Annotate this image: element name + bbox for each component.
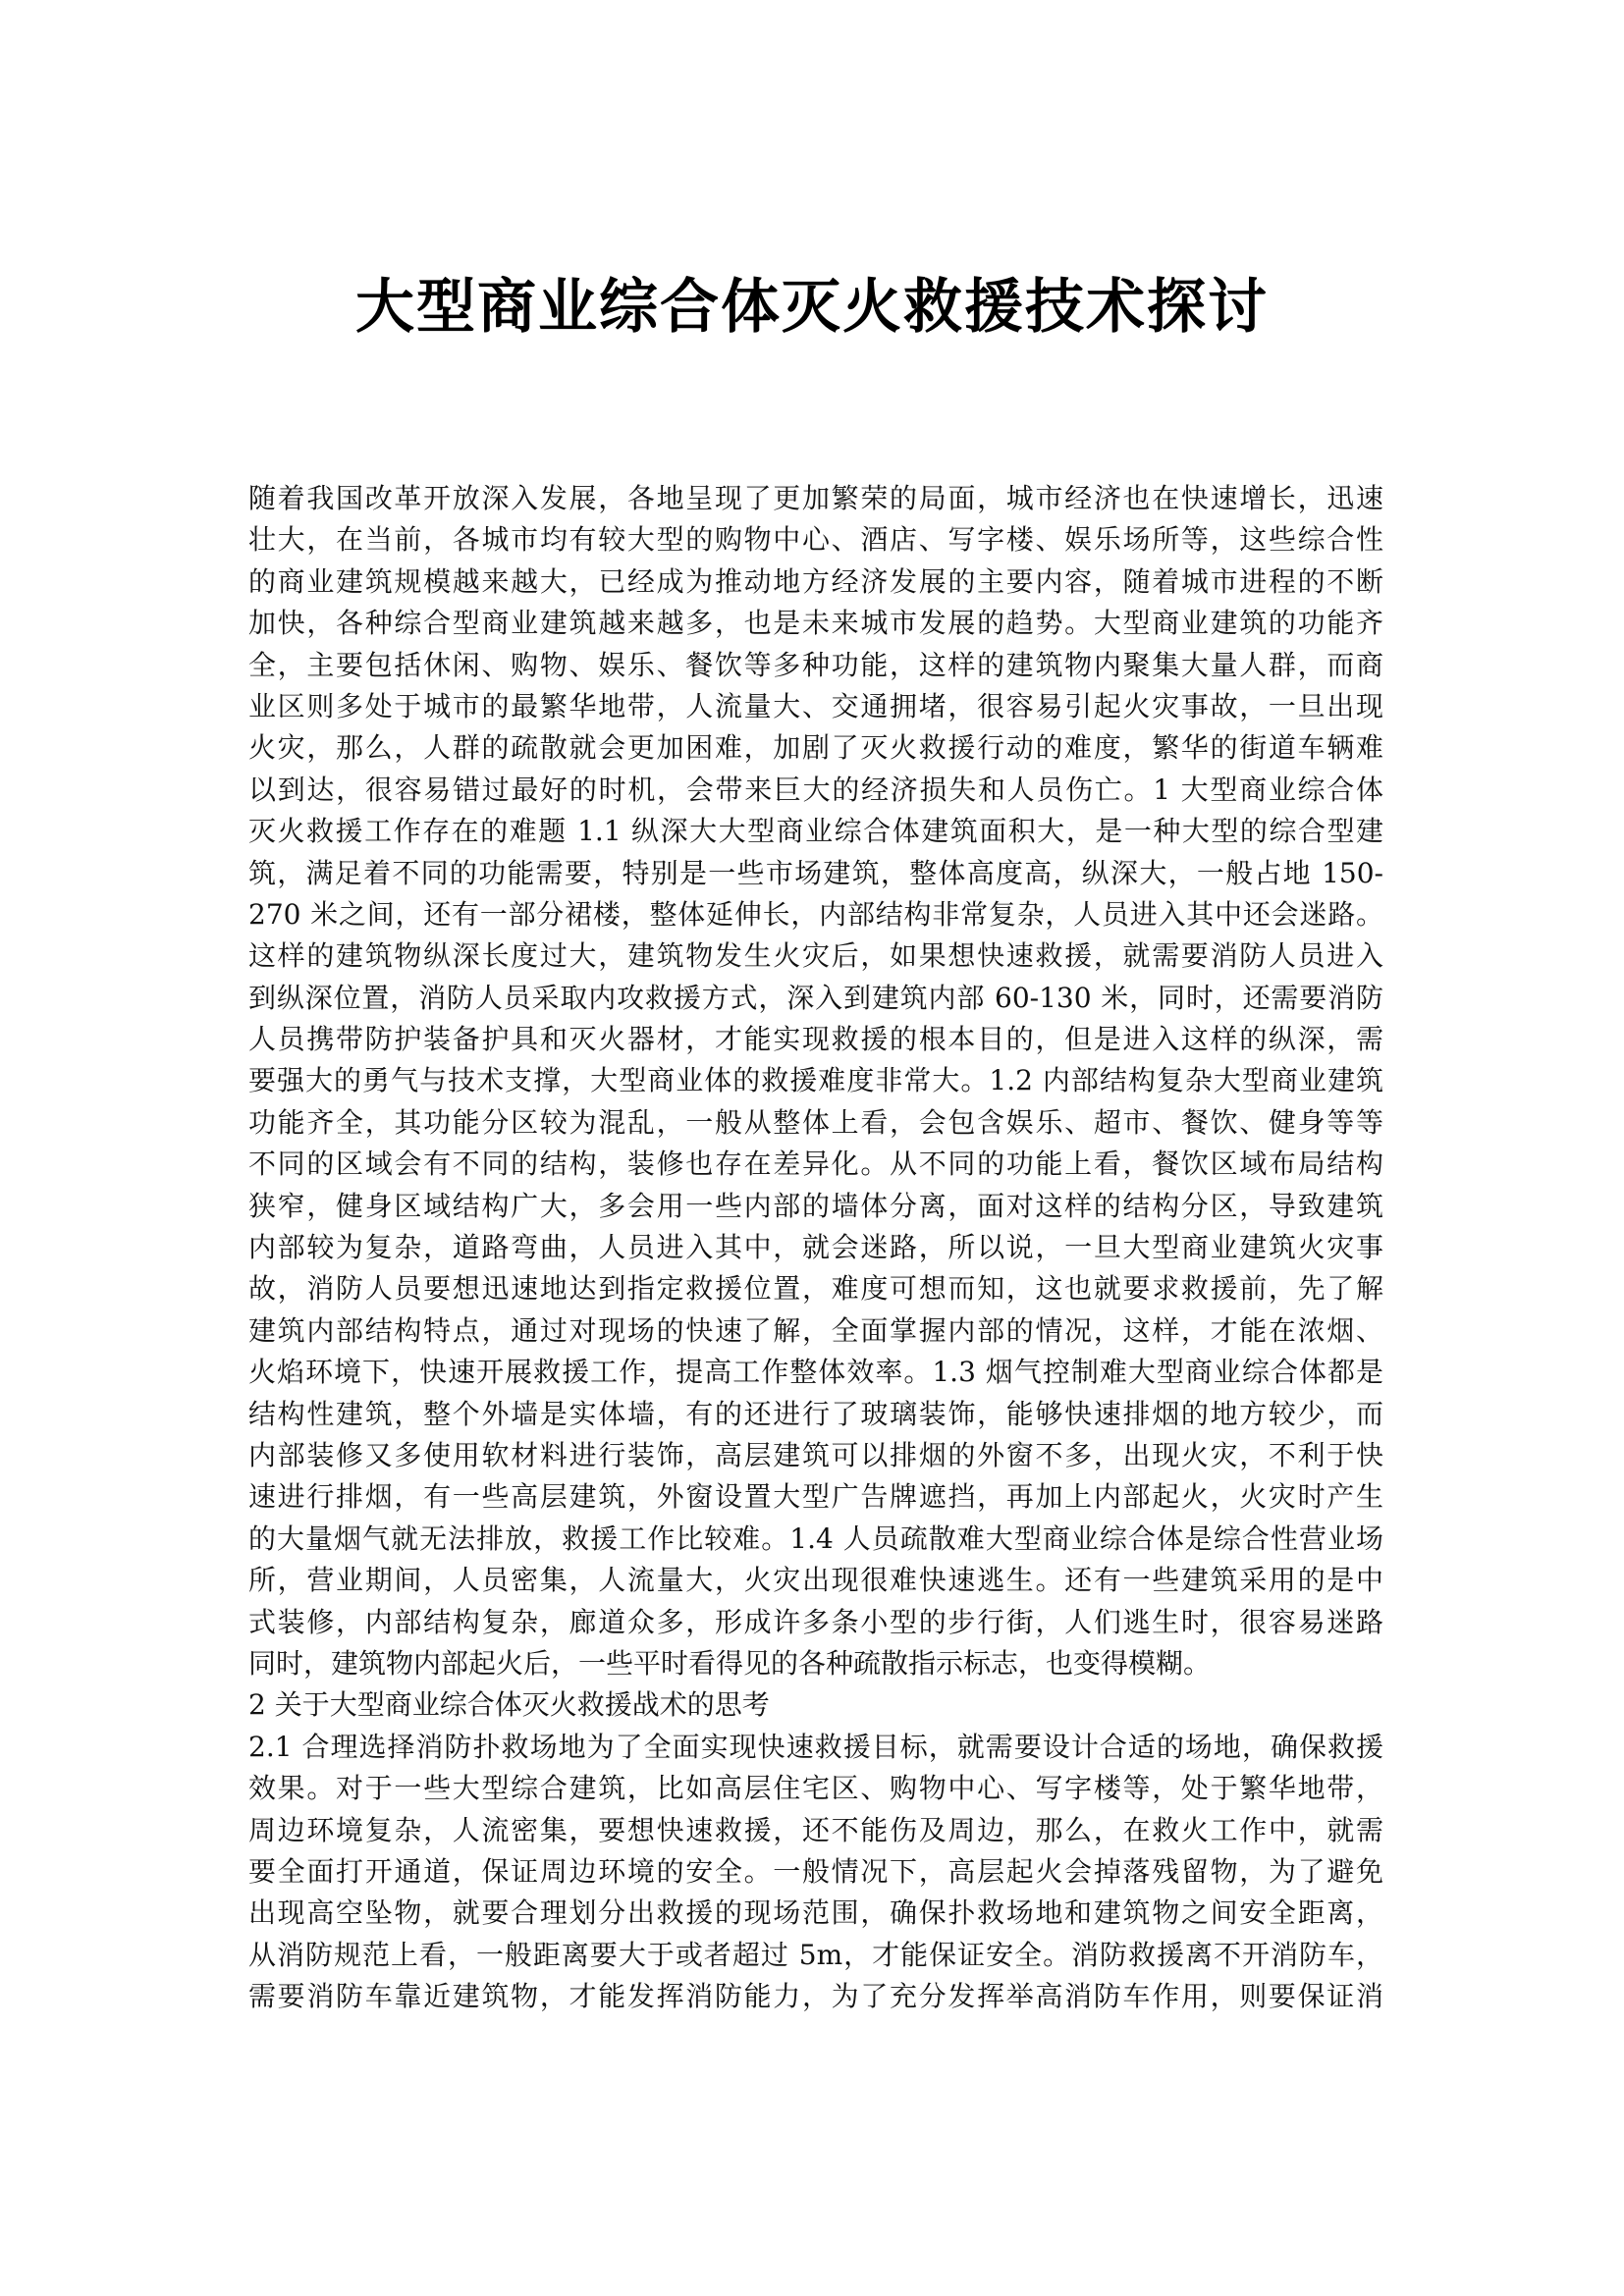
body-line: 人员携带防护装备护具和灭火器材，才能实现救援的根本目的，但是进入这样的纵深，需 bbox=[248, 1023, 1383, 1056]
body-line: 随着我国改革开放深入发展，各地呈现了更加繁荣的局面，城市经济也在快速增长，迅速 bbox=[248, 482, 1383, 514]
body-line: 式装修，内部结构复杂，廊道众多，形成许多条小型的步行街，人们逃生时，很容易迷路 bbox=[248, 1605, 1383, 1638]
body-line: 全，主要包括休闲、购物、娱乐、餐饮等多种功能，这样的建筑物内聚集大量人群，而商 bbox=[248, 648, 1383, 681]
document-title: 大型商业综合体灭火救援技术探讨 bbox=[355, 273, 1269, 342]
body-line: 不同的区域会有不同的结构，装修也存在差异化。从不同的功能上看，餐饮区域布局结构 bbox=[248, 1148, 1383, 1181]
body-line: 要强大的勇气与技术支撑，大型商业体的救援难度非常大。1.2 内部结构复杂大型商业建筑 bbox=[248, 1064, 1383, 1097]
document-body bbox=[248, 478, 1383, 2017]
body-line: 加快，各种综合型商业建筑越来越多，也是未来城市发展的趋势。大型商业建筑的功能齐 bbox=[248, 607, 1383, 640]
body-line: 需要消防车靠近建筑物，才能发挥消防能力，为了充分发挥举高消防车作用，则要保证消 bbox=[248, 1980, 1383, 2013]
body-line: 故，消防人员要想迅速地达到指定救援位置，难度可想而知，这也就要求救援前，先了解 bbox=[248, 1272, 1383, 1306]
body-line: 速进行排烟，有一些高层建筑，外窗设置大型广告牌遮挡，再加上内部起火，火灾时产生 bbox=[248, 1480, 1383, 1514]
body-line: 筑，满足着不同的功能需要，特别是一些市场建筑，整体高度高，纵深大，一般占地 150- bbox=[248, 856, 1383, 889]
body-line: 同时，建筑物内部起火后，一些平时看得见的各种疏散指示标志，也变得模糊。 bbox=[248, 1646, 1212, 1680]
body-line: 火焰环境下，快速开展救援工作，提高工作整体效率。1.3 烟气控制难大型商业综合体都是 bbox=[248, 1356, 1383, 1389]
body-line: 业区则多处于城市的最繁华地带，人流量大、交通拥堵，很容易引起火灾事故，一旦出现 bbox=[248, 689, 1383, 722]
body-line: 内部较为复杂，道路弯曲，人员进入其中，就会迷路，所以说，一旦大型商业建筑火灾事 bbox=[248, 1231, 1383, 1264]
body-line: 内部装修又多使用软材料进行装饰，高层建筑可以排烟的外窗不多，出现火灾，不利于快 bbox=[248, 1438, 1383, 1471]
body-line: 出现高空坠物，就要合理划分出救援的现场范围，确保扑救场地和建筑物之间安全距离， bbox=[248, 1896, 1383, 1930]
body-line: 建筑内部结构特点，通过对现场的快速了解，全面掌握内部的情况，这样，才能在浓烟、 bbox=[248, 1313, 1383, 1347]
body-line: 周边环境复杂，人流密集，要想快速救援，还不能伤及周边，那么，在救火工作中，就需 bbox=[248, 1813, 1383, 1846]
body-line: 壮大，在当前，各城市均有较大型的购物中心、酒店、写字楼、娱乐场所等，这些综合性 bbox=[248, 523, 1383, 557]
body-line: 从消防规范上看，一般距离要大于或者超过 5m，才能保证安全。消防救援离不开消防车， bbox=[248, 1938, 1383, 1971]
body-line: 的商业建筑规模越来越大，已经成为推动地方经济发展的主要内容，随着城市进程的不断 bbox=[248, 564, 1383, 598]
body-line: 狭窄，健身区域结构广大，多会用一些内部的墙体分离，面对这样的结构分区，导致建筑 bbox=[248, 1189, 1383, 1222]
body-line: 效果。对于一些大型综合建筑，比如高层住宅区、购物中心、写字楼等，处于繁华地带， bbox=[248, 1772, 1383, 1805]
body-line: 以到达，很容易错过最好的时机，会带来巨大的经济损失和人员伤亡。1 大型商业综合体 bbox=[248, 773, 1383, 806]
section-heading: 2 关于大型商业综合体灭火救援战术的思考 bbox=[248, 1688, 770, 1722]
body-line: 所，营业期间，人员密集，人流量大，火灾出现很难快速逃生。还有一些建筑采用的是中 bbox=[248, 1564, 1383, 1597]
body-line: 火灾，那么，人群的疏散就会更加困难，加剧了灭火救援行动的难度，繁华的街道车辆难 bbox=[248, 731, 1383, 765]
body-line: 灭火救援工作存在的难题 1.1 纵深大大型商业综合体建筑面积大，是一种大型的综合型建 bbox=[248, 815, 1383, 848]
body-line: 这样的建筑物纵深长度过大，建筑物发生火灾后，如果想快速救援，就需要消防人员进入 bbox=[248, 939, 1383, 973]
body-line: 结构性建筑，整个外墙是实体墙，有的还进行了玻璃装饰，能够快速排烟的地方较少，而 bbox=[248, 1397, 1383, 1430]
body-line: 到纵深位置，消防人员采取内攻救援方式，深入到建筑内部 60-130 米，同时，还需要消防 bbox=[248, 981, 1383, 1014]
body-line: 2.1 合理选择消防扑救场地为了全面实现快速救援目标，就需要设计合适的场地，确保救援 bbox=[248, 1730, 1383, 1763]
body-line: 270 米之间，还有一部分裙楼，整体延伸长，内部结构非常复杂，人员进入其中还会迷路。 bbox=[248, 897, 1383, 931]
body-line: 功能齐全，其功能分区较为混乱，一般从整体上看，会包含娱乐、超市、餐饮、健身等等 bbox=[248, 1105, 1383, 1139]
body-line: 要全面打开通道，保证周边环境的安全。一般情况下，高层起火会掉落残留物，为了避免 bbox=[248, 1854, 1383, 1888]
body-line: 的大量烟气就无法排放，救援工作比较难。1.4 人员疏散难大型商业综合体是综合性营业场 bbox=[248, 1522, 1383, 1555]
